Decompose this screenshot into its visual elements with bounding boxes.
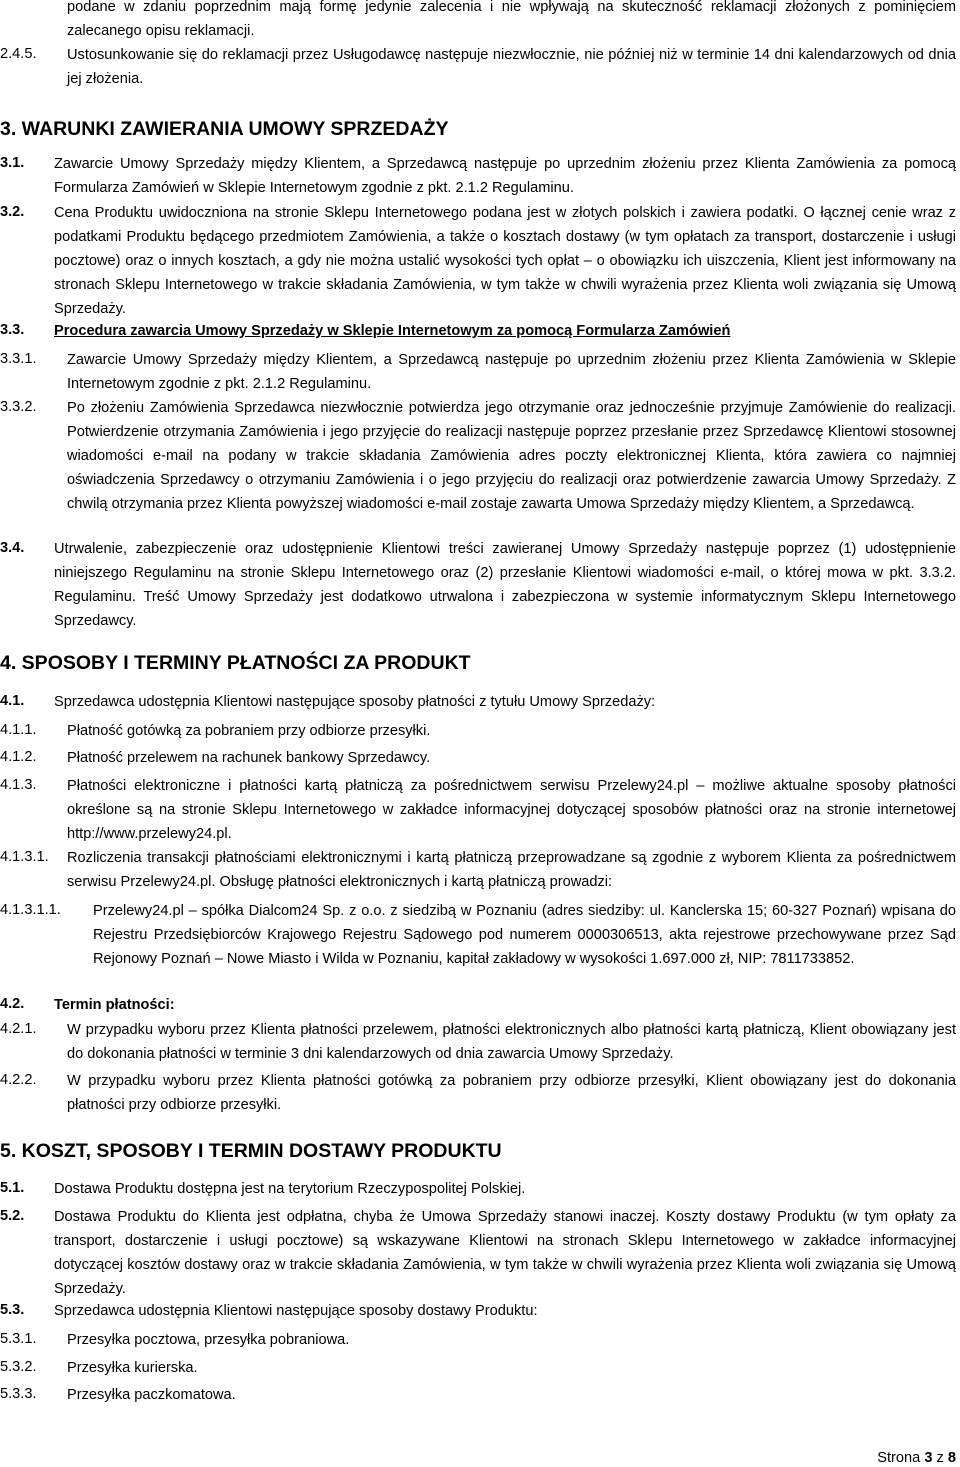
paragraph-4-1 <box>0 690 956 714</box>
total-pages: 8 <box>947 1450 956 1466</box>
paragraph-text: Przesyłka paczkomatowa. <box>67 1387 236 1403</box>
paragraph-number: 5.2. <box>0 1208 25 1224</box>
subsection-title: Termin płatności: <box>54 997 175 1013</box>
page-label: Strona <box>877 1450 921 1466</box>
paragraph-5-3-3 <box>0 1383 956 1407</box>
paragraph-number: 3.3.2. <box>0 399 37 415</box>
paragraph-text: Przelewy24.pl – spółka Dialcom24 Sp. z o.o. z siedzibą w Poznaniu (adres siedziby: ul. Kanclerska 15; 60-327 Poznań) wpisana do Rejestru Przedsiębiorców Krajowego Rejestru Sądowego pod numerem 0000306513, akta rejestrowe przechowywane przez Sąd Rejonowy Poznań – Nowe Miasto i Wilda w Poznaniu, kapitał zakładowy w wysokości 1.697.000 zł, NIP: 7811733852. <box>93 903 956 967</box>
paragraph-text: Zawarcie Umowy Sprzedaży między Klientem, a Sprzedawcą następuje po uprzednim złożeniu przez Klienta Zamówienia w Sklepie Internetowym zgodnie z pkt. 2.1.2 Regulaminu. <box>67 352 956 392</box>
paragraph-3-3-1 <box>0 348 956 396</box>
paragraph-5-3-1 <box>0 1328 956 1352</box>
paragraph-text: W przypadku wyboru przez Klienta płatności gotówką za pobraniem przy odbiorze przesyłki, Klient obowiązany jest do dokonania płatności przy odbiorze przesyłki. <box>67 1073 956 1113</box>
paragraph-intro <box>0 0 956 43</box>
paragraph-5-3 <box>0 1299 956 1323</box>
paragraph-text: Dostawa Produktu do Klienta jest odpłatna, chyba że Umowa Sprzedaży stanowi inaczej. Koszty dostawy Produktu (w tym opłaty za transport, dostarczenie i usługi pocztowe) są wskazywane Klientowi na stronach Sklepu Internetowego w zakładce informacyjnej dotyczącej kosztów dostawy oraz w trakcie składania Zamówienia, w tym także w chwili wyrażenia przez Klienta woli związania się Umową Sprzedaży. <box>54 1209 956 1297</box>
paragraph-text: Rozliczenia transakcji płatnościami elektronicznymi i kartą płatniczą przeprowadzane są zgodnie z wyborem Klienta za pośrednictwem serwisu Przelewy24.pl. Obsługę płatności elektronicznych i kartą płatniczą prowadzi: <box>67 850 956 890</box>
paragraph-text: W przypadku wyboru przez Klienta płatności przelewem, płatności elektronicznych albo płatności kartą płatniczą, Klient obowiązany jest do dokonania płatności w terminie 3 dni kalendarzowych od dnia zawarcia Umowy Sprzedaży. <box>67 1022 956 1062</box>
paragraph-text: Płatność przelewem na rachunek bankowy Sprzedawcy. <box>67 750 431 766</box>
paragraph-4-1-3 <box>0 774 956 846</box>
paragraph-5-3-2 <box>0 1356 956 1380</box>
paragraph-4-1-1 <box>0 719 956 743</box>
paragraph-4-2-2 <box>0 1069 956 1117</box>
paragraph-3-3 <box>0 319 956 343</box>
paragraph-number: 3.3. <box>0 322 25 338</box>
paragraph-number: 4.1.1. <box>0 722 37 738</box>
paragraph-4-2 <box>0 993 956 1017</box>
paragraph-text: Dostawa Produktu dostępna jest na terytorium Rzeczypospolitej Polskiej. <box>54 1181 526 1197</box>
paragraph-number: 3.4. <box>0 540 25 556</box>
paragraph-number: 5.1. <box>0 1180 25 1196</box>
paragraph-3-1 <box>0 152 956 200</box>
paragraph-number: 3.2. <box>0 204 25 220</box>
paragraph-3-2 <box>0 201 956 321</box>
paragraph-number: 4.1.2. <box>0 749 37 765</box>
paragraph-text: Sprzedawca udostępnia Klientowi następujące sposoby dostawy Produktu: <box>54 1303 538 1319</box>
paragraph-4-2-1 <box>0 1018 956 1066</box>
paragraph-3-4 <box>0 537 956 633</box>
paragraph-number: 4.2. <box>0 996 25 1012</box>
paragraph-number: 4.2.1. <box>0 1021 37 1037</box>
paragraph-text: Utrwalenie, zabezpieczenie oraz udostępnienie Klientowi treści zawieranej Umowy Sprzedaży następuje poprzez (1) udostępnienie niniejszego Regulaminu na stronie Sklepu Internetowego oraz (2) przesłanie Klientowi wiadomości e-mail, o której mowa w pkt. 3.3.2. Regulaminu. Treść Umowy Sprzedaży jest dodatkowo utrwalona i zabezpieczona w systemie informatycznym Sklepu Internetowego Sprzedawcy. <box>54 541 956 629</box>
page-number-footer <box>877 1450 956 1466</box>
paragraph-text: Płatności elektroniczne i płatności kartą płatniczą za pośrednictwem serwisu Przelewy24.pl – możliwe aktualne sposoby płatności określone są na stronie Sklepu Internetowego w zakładce informacyjnej dotyczącej sposobów płatności oraz na stronie internetowej http://www.przelewy24.pl. <box>67 778 956 842</box>
paragraph-number: 5.3.2. <box>0 1359 37 1375</box>
paragraph-number: 4.1. <box>0 693 25 709</box>
subsection-title: Procedura zawarcia Umowy Sprzedaży w Sklepie Internetowym za pomocą Formularza Zamówień <box>54 323 731 339</box>
section-5-heading: 5. KOSZT, SPOSOBY I TERMIN DOSTAWY PRODUKTU <box>0 1140 502 1162</box>
paragraph-text: Płatność gotówką za pobraniem przy odbiorze przesyłki. <box>67 723 431 739</box>
paragraph-5-1 <box>0 1177 956 1201</box>
paragraph-text: Sprzedawca udostępnia Klientowi następujące sposoby płatności z tytułu Umowy Sprzedaży: <box>54 694 656 710</box>
paragraph-number: 4.2.2. <box>0 1072 37 1088</box>
paragraph-number: 4.1.3.1.1. <box>0 902 61 918</box>
paragraph-4-1-2 <box>0 746 956 770</box>
current-page: 3 <box>924 1450 933 1466</box>
paragraph-3-3-2 <box>0 396 956 516</box>
paragraph-number: 3.1. <box>0 155 25 171</box>
paragraph-text: Zawarcie Umowy Sprzedaży między Klientem, a Sprzedawcą następuje po uprzednim złożeniu przez Klienta Zamówienia za pomocą Formularza Zamówień w Sklepie Internetowym zgodnie z pkt. 2.1.2 Regulaminu. <box>54 156 956 196</box>
paragraph-text: Przesyłka kurierska. <box>67 1360 198 1376</box>
paragraph-5-2 <box>0 1205 956 1301</box>
paragraph-number: 3.3.1. <box>0 351 37 367</box>
paragraph-4-1-3-1 <box>0 846 956 894</box>
paragraph-number: 5.3. <box>0 1302 25 1318</box>
paragraph-number: 5.3.1. <box>0 1331 37 1347</box>
paragraph-number: 4.1.3. <box>0 777 37 793</box>
paragraph-text: podane w zdaniu poprzednim mają formę jedynie zalecenia i nie wpływają na skuteczność reklamacji złożonych z pominięciem zalecanego opisu reklamacji. <box>67 0 956 39</box>
page-separator: z <box>936 1450 944 1466</box>
paragraph-number: 4.1.3.1. <box>0 849 49 865</box>
paragraph-text: Cena Produktu uwidoczniona na stronie Sklepu Internetowego podana jest w złotych polskich i zawiera podatki. O łącznej cenie wraz z podatkami Produktu będącego przedmiotem Zamówienia, a także o kosztach dostawy (w tym opłatach za transport, dostarczenie i usługi pocztowe) oraz o innych kosztach, a gdy nie można ustalić wysokości tych opłat – o obowiązku ich uiszczenia, Klient jest informowany na stronach Sklepu Internetowego w trakcie składania Zamówienia, w tym także w chwili wyrażenia przez Klienta woli związania się Umową Sprzedaży. <box>54 205 956 317</box>
paragraph-text: Po złożeniu Zamówienia Sprzedawca niezwłocznie potwierdza jego otrzymanie oraz jednocześnie przyjmuje Zamówienie do realizacji. Potwierdzenie otrzymania Zamówienia i jego przyjęcie do realizacji następuje poprzez przesłanie przez Sprzedawcę Klientowi stosownej wiadomości e-mail na podany w trakcie składania Zamówienia adres poczty elektronicznej Klienta, która zawiera co najmniej oświadczenia Sprzedawcy o otrzymaniu Zamówienia i o jego przyjęciu do realizacji oraz potwierdzenie zawarcia Umowy Sprzedaży. Z chwilą otrzymania przez Klienta powyższej wiadomości e-mail zostaje zawarta Umowa Sprzedaży między Klientem, a Sprzedawcą. <box>67 400 956 512</box>
section-4-heading: 4. SPOSOBY I TERMINY PŁATNOŚCI ZA PRODUKT <box>0 652 471 674</box>
paragraph-4-1-3-1-1 <box>0 899 956 971</box>
paragraph-number: 2.4.5. <box>0 46 37 62</box>
section-3-heading: 3. WARUNKI ZAWIERANIA UMOWY SPRZEDAŻY <box>0 118 449 140</box>
paragraph-2-4-5 <box>0 43 956 91</box>
paragraph-text: Przesyłka pocztowa, przesyłka pobraniowa. <box>67 1332 350 1348</box>
paragraph-text: Ustosunkowanie się do reklamacji przez Usługodawcę następuje niezwłocznie, nie później niż w terminie 14 dni kalendarzowych od dnia jej złożenia. <box>67 47 956 87</box>
paragraph-number: 5.3.3. <box>0 1386 37 1402</box>
